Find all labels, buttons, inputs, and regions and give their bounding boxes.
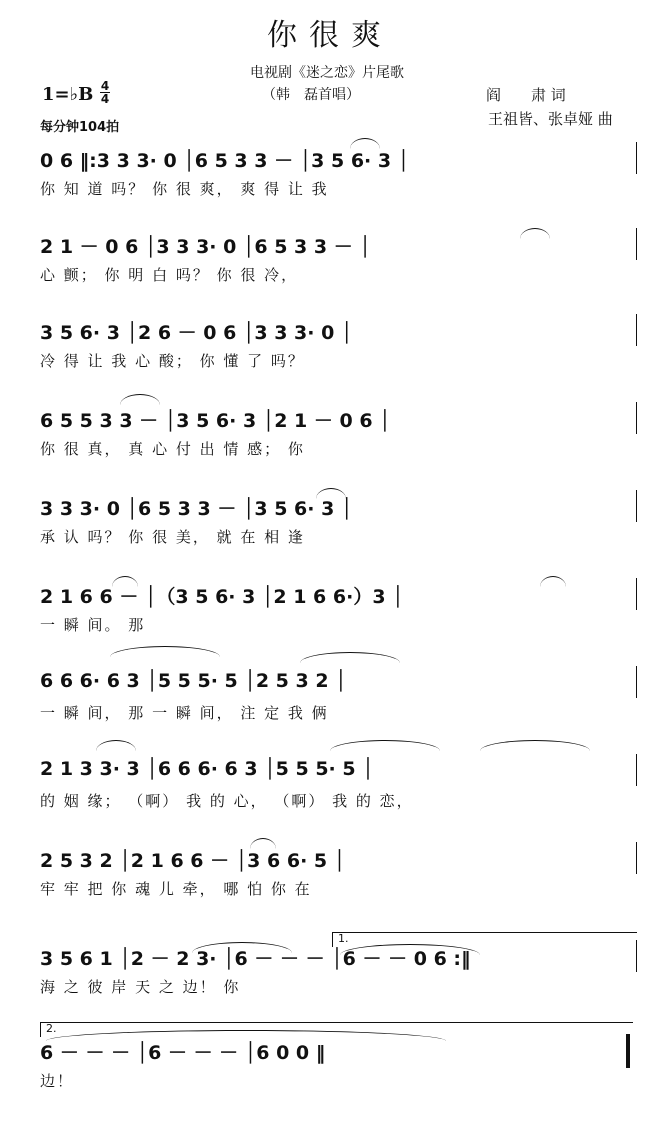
notation-row-2: 2 1 － 0 6 │3 3 3· 0 │6 5 3 3 － │ <box>40 236 371 258</box>
lyrics-row-9: 牢 牢 把 你 魂 儿 牵， 哪 怕 你 在 <box>40 880 312 898</box>
slur-mark <box>120 394 160 405</box>
slur-mark <box>350 138 380 149</box>
lyrics-row-7: 一 瞬 间， 那 一 瞬 间， 注 定 我 俩 <box>40 704 329 722</box>
notation-row-9: 2 5 3 2 │2 1 6 6 － │3 6 6· 5 │ <box>40 850 346 872</box>
tempo-marking: 每分钟104拍 <box>40 120 120 135</box>
slur-mark <box>540 576 566 587</box>
bar-line-end <box>636 228 637 260</box>
lyrics-row-5: 承 认 吗？ 你 很 美， 就 在 相 逢 <box>40 528 305 546</box>
slur-mark <box>300 652 400 663</box>
slur-mark <box>330 740 440 751</box>
meter-bottom: 4 <box>100 92 110 106</box>
bar-line-end <box>636 402 637 434</box>
song-title: 你很爽 <box>267 18 393 53</box>
slur-mark <box>110 646 220 657</box>
notation-row-1: 0 6 ‖:3 3 3· 0 │6 5 3 3 － │3 5 6· 3 │ <box>40 150 410 172</box>
song-source: 电视剧《迷之恋》片尾歌 <box>250 65 404 81</box>
bar-line-end <box>626 1034 630 1068</box>
bar-line-end <box>636 314 637 346</box>
slur-mark <box>250 838 276 849</box>
slur-mark <box>96 740 136 751</box>
key-text: 1=♭B <box>42 84 94 105</box>
slur-mark <box>112 576 138 587</box>
volta-first-label: 1. <box>338 932 349 945</box>
time-signature <box>100 80 110 105</box>
key-signature <box>42 84 93 105</box>
notation-row-11: 6 － － － │6 － － － │6 0 0 ‖ <box>40 1042 326 1064</box>
composer-credit: 王祖皆、张卓娅 曲 <box>488 110 613 128</box>
bar-line-end <box>636 490 637 522</box>
bar-line-end <box>636 578 637 610</box>
slur-mark <box>520 228 550 239</box>
notation-row-10: 3 5 6 1 │2 － 2 3· │6 － － － │6 － － 0 6 :‖ <box>40 948 471 970</box>
lyrics-row-4: 你 很 真， 真 心 付 出 情 感； 你 <box>40 440 305 458</box>
bar-line-end <box>636 842 637 874</box>
lyrics-row-10: 海 之 彼 岸 天 之 边！ 你 <box>40 978 241 996</box>
bar-line-end <box>636 754 637 786</box>
notation-row-8: 2 1 3 3· 3 │6 6 6· 6 3 │5 5 5· 5 │ <box>40 758 374 780</box>
lyrics-row-3: 冷 得 让 我 心 酸； 你 懂 了 吗？ <box>40 352 305 370</box>
notation-row-3: 3 5 6· 3 │2 6 － 0 6 │3 3 3· 0 │ <box>40 322 353 344</box>
meter-top: 4 <box>100 79 110 93</box>
notation-row-7: 6 6 6· 6 3 │5 5 5· 5 │2 5 3 2 │ <box>40 670 347 692</box>
lyrics-row-11: 边！ <box>40 1072 75 1090</box>
lyrics-row-6: 一 瞬 间。 那 <box>40 616 146 634</box>
bar-line-end <box>636 666 637 698</box>
bar-line-end <box>636 142 637 174</box>
slur-mark <box>316 488 346 499</box>
notation-row-4: 6 5 5 3 3 － │3 5 6· 3 │2 1 － 0 6 │ <box>40 410 391 432</box>
slur-mark <box>480 740 590 751</box>
lyrics-row-2: 心 颤； 你 明 白 吗？ 你 很 冷， <box>40 266 299 284</box>
song-singer: （韩 磊首唱） <box>262 87 360 103</box>
notation-row-5: 3 3 3· 0 │6 5 3 3 － │3 5 6· 3 │ <box>40 498 353 520</box>
lyrics-row-8: 的 姻 缘； （啊） 我 的 心， （啊） 我 的 恋， <box>40 792 414 810</box>
lyrics-row-1: 你 知 道 吗？ 你 很 爽， 爽 得 让 我 <box>40 180 329 198</box>
notation-row-6: 2 1 6 6 － │（3 5 6· 3 │2 1 6 6·）3 │ <box>40 586 404 608</box>
lyricist-credit: 阎 肃 词 <box>486 86 566 104</box>
volta-second-label: 2. <box>46 1022 57 1035</box>
